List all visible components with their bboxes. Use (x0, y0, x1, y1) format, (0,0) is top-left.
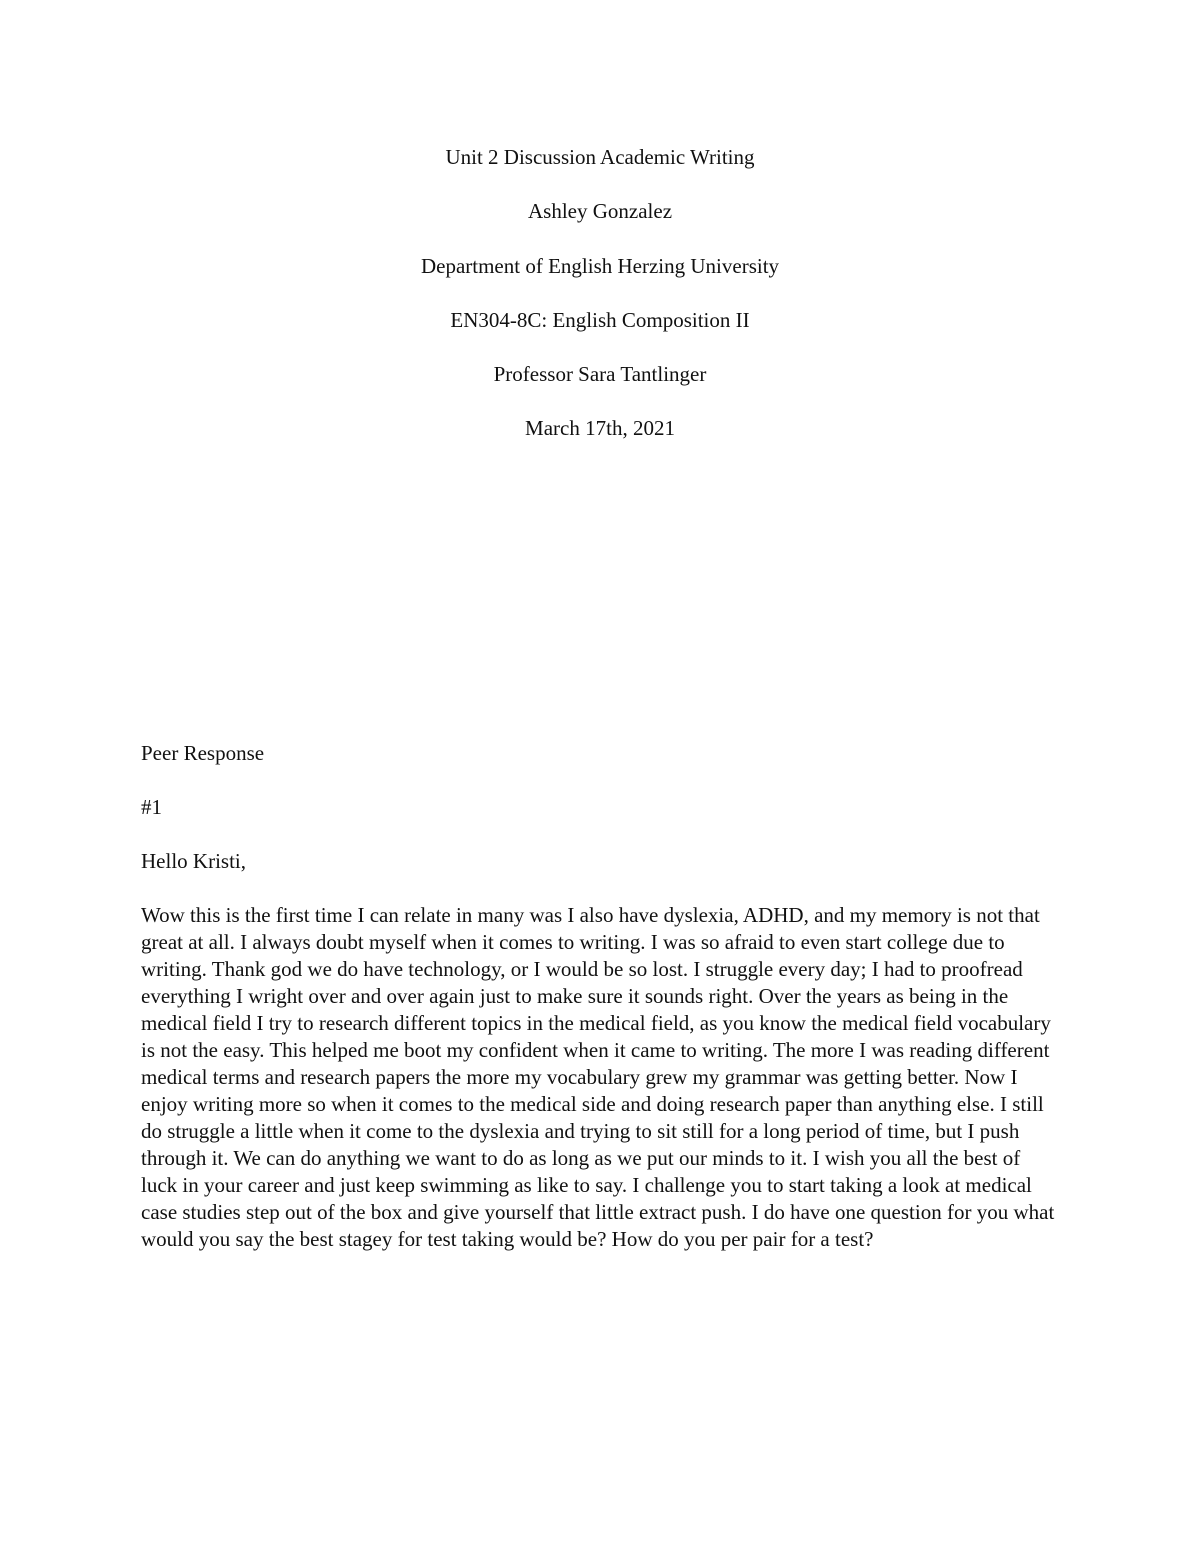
response-heading: Peer Response (141, 741, 265, 765)
peer-response-section (141, 739, 1061, 1253)
response-greeting: Hello Kristi, (141, 849, 246, 873)
document-title: Unit 2 Discussion Academic Writing (445, 145, 755, 169)
author-name: Ashley Gonzalez (527, 199, 673, 224)
response-number: #1 (141, 795, 162, 819)
professor-name: Professor Sara Tantlinger (493, 362, 707, 387)
document-date: March 17th, 2021 (525, 416, 675, 441)
title-page (0, 143, 1200, 469)
department-name: Department of English Herzing University (420, 253, 780, 278)
course-name: EN304-8C: English Composition II (450, 307, 750, 332)
response-body: Wow this is the first time I can relate in many was I also have dyslexia, ADHD, and my memory is not that great at all. I always doubt myself when it comes to writing. I was so afraid to even start college due to writing. Thank god we do have technology, or I would be so lost. I struggle every day; I had to proofread everything I wright over and over again just to make sure it sounds right. Over the years as being in the medical field I try to research different topics in the medical field, as you know the medical field vocabulary is not the easy. This helped me boot my confident when it came to writing. The more I was reading different medical terms and research papers the more my vocabulary grew my grammar was getting better. Now I enjoy writing more so when it comes to the medical side and doing research paper than anything else. I still do struggle a little when it come to the dyslexia and trying to sit still for a long period of time, but I push through it. We can do anything we want to do as long as we put our minds to it. I wish you all the best of luck in your career and just keep swimming as like to say. I challenge you to start taking a look at medical case studies step out of the box and give yourself that little extract push. I do have one question for you what would you say the best stagey for test taking would be? How do you per pair for a test? (141, 903, 1055, 1251)
